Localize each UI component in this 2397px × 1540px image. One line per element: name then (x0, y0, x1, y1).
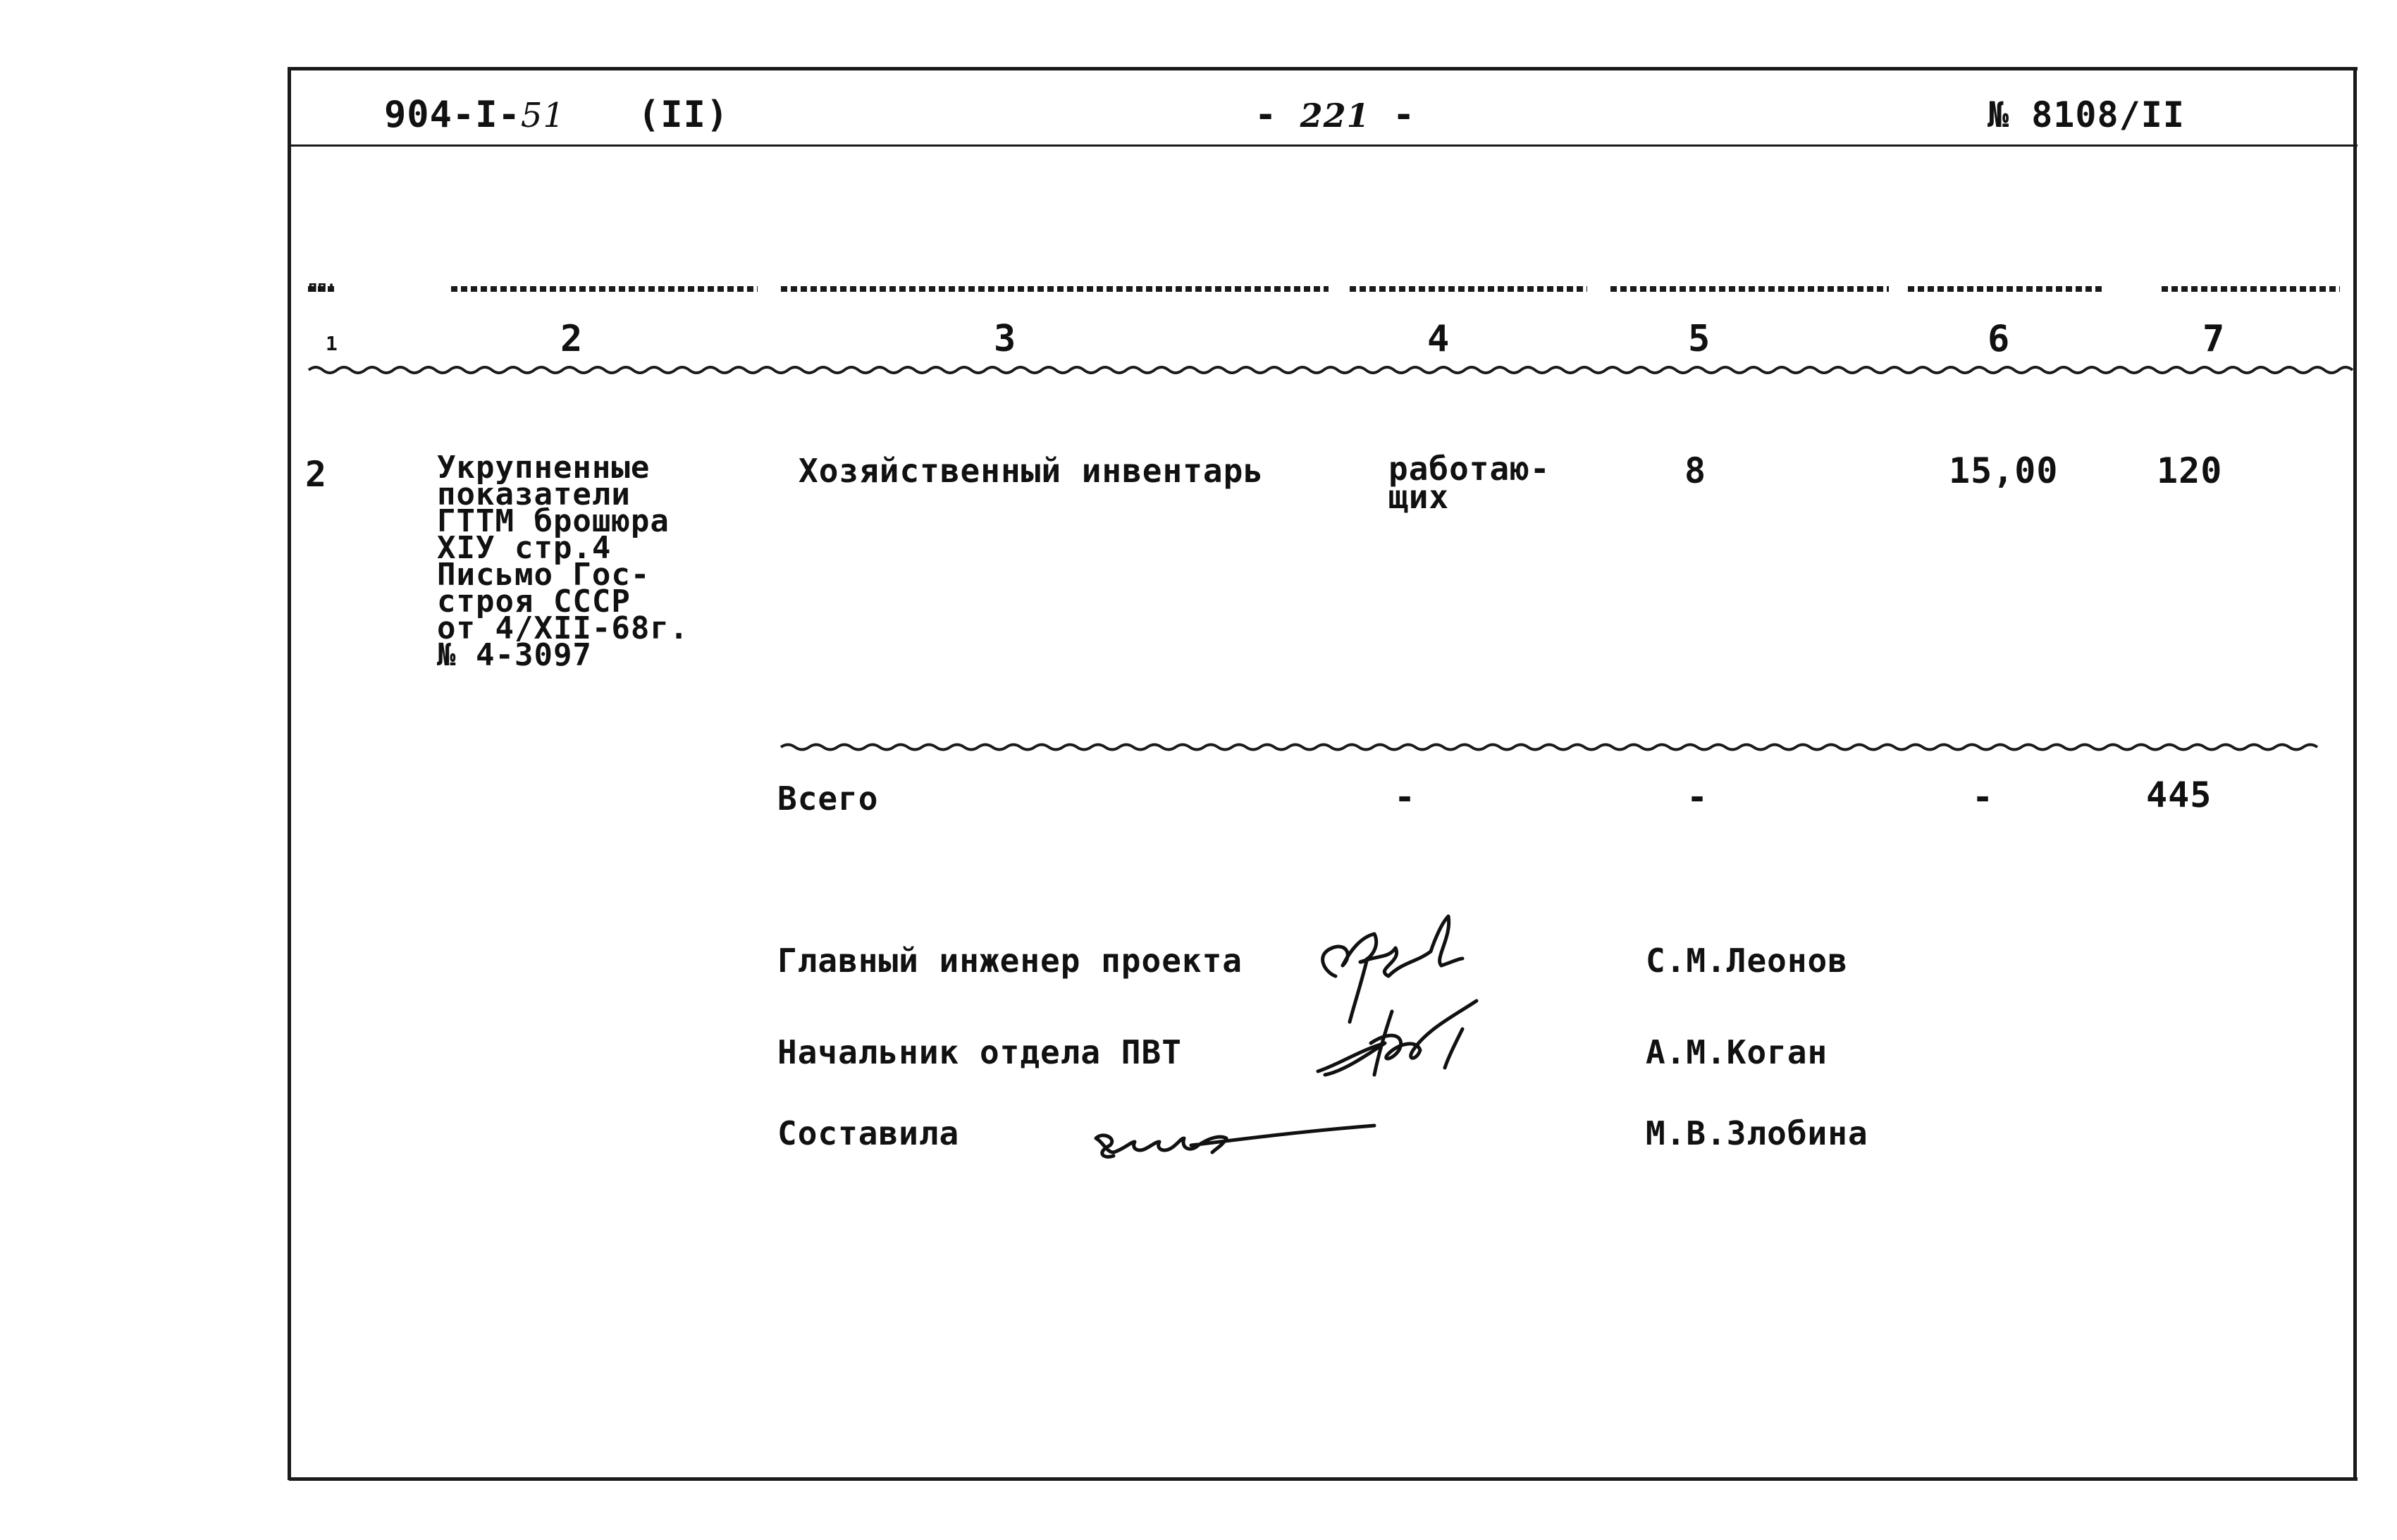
row-source-line-4: XIУ стр.4 (437, 530, 612, 566)
header-page-prefix: - (1255, 94, 1278, 136)
signature-name-department-head: А.М.Коган (1646, 1033, 1828, 1071)
column-number-6: 6 (1988, 318, 2010, 360)
row-total: 120 (2157, 450, 2223, 491)
header-code-part: (II) (638, 94, 729, 136)
row-unit-line-2: щих (1388, 478, 1450, 516)
row-source-line-6: строя СССР (437, 584, 631, 620)
row-source-line-1: Укрупненные (437, 450, 651, 486)
total-col5: - (1687, 777, 1709, 818)
header-code-handwritten: 51 (520, 96, 565, 135)
column-number-7: 7 (2202, 318, 2225, 360)
row-source-line-3: ГТТМ брошюра (437, 503, 670, 539)
row-unit-line-1: работаю- (1388, 450, 1551, 488)
row-price: 15,00 (1949, 450, 2059, 491)
row-number-header: пп: (308, 278, 336, 296)
signature-role-department-head: Начальник отдела ПВТ (777, 1033, 1182, 1071)
column-number-4: 4 (1427, 318, 1450, 360)
row-source-line-2: показатели (437, 476, 631, 512)
header-page-suffix: - (1392, 94, 1416, 136)
column-number-3: 3 (994, 318, 1016, 360)
signature-role-compiler: Составила (777, 1114, 960, 1152)
total-col4: - (1394, 777, 1417, 818)
row-name: Хозяйственный инвентарь (799, 452, 1264, 490)
row-index: 2 (305, 454, 328, 495)
row-source-line-5: Письмо Гос- (437, 557, 651, 593)
column-number-1: 1 (326, 332, 338, 355)
row-source-line-8: № 4-3097 (437, 637, 592, 673)
signature-name-compiler: М.В.Злобина (1646, 1114, 1868, 1152)
signature-role-chief-engineer: Главный инженер проекта (777, 942, 1243, 980)
column-number-5: 5 (1688, 318, 1711, 360)
header-doc-number: № 8108/II (1988, 94, 2185, 135)
header-code-prefix: 904-I- (384, 94, 521, 136)
signature-name-chief-engineer: С.М.Леонов (1646, 942, 1848, 980)
signature-mark-chief-engineer (1323, 916, 1462, 1022)
header-page-handwritten: 221 (1300, 97, 1370, 135)
signature-mark-compiler (1096, 1126, 1374, 1157)
total-col6: - (1972, 777, 1995, 818)
row-count: 8 (1684, 450, 1707, 491)
total-label: Всего (777, 780, 879, 818)
column-number-2: 2 (560, 318, 583, 360)
signature-mark-department-head (1318, 1001, 1477, 1075)
row-source-line-7: от 4/XII-68г. (437, 610, 689, 646)
total-col7: 445 (2146, 775, 2212, 815)
